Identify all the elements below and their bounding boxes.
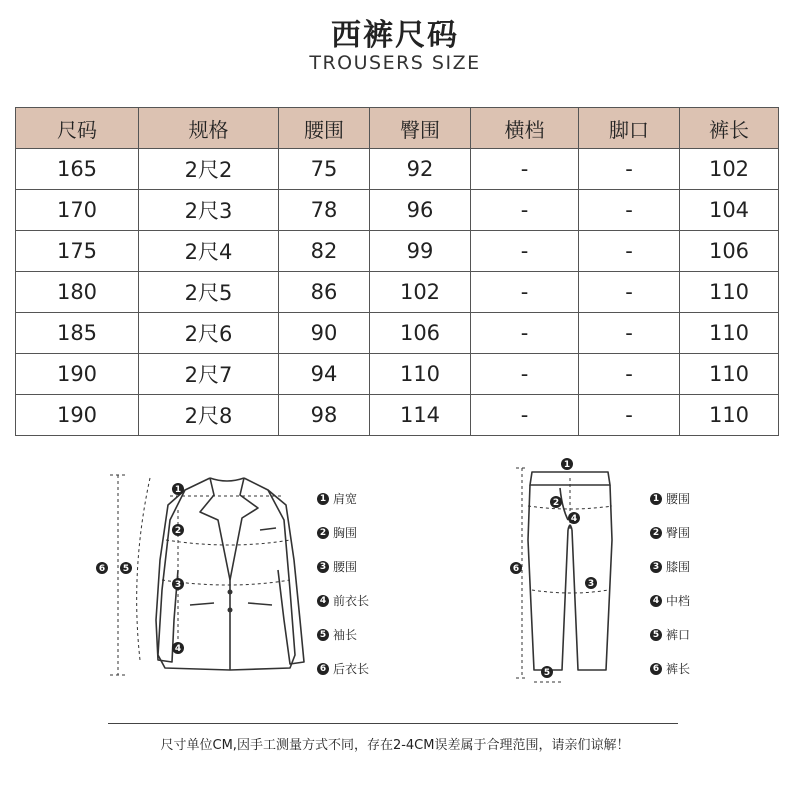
legend-label: 裤口 [666,628,691,642]
table-cell: - [579,354,680,395]
table-row [16,395,779,436]
table-cell: 110 [680,354,779,395]
table-cell: 106 [370,313,471,354]
table-cell: 92 [370,149,471,190]
legend-label: 胸围 [333,526,358,540]
svg-text:4: 4 [570,514,578,524]
table-cell: 2尺6 [139,313,279,354]
marker-number: 1 [650,493,662,505]
svg-text:3: 3 [587,579,595,589]
svg-text:6: 6 [512,564,520,574]
table-cell: - [471,354,579,395]
table-cell: 86 [279,272,370,313]
svg-text:1: 1 [563,460,571,470]
table-cell: - [471,149,579,190]
marker-number: 3 [317,561,329,573]
table-cell: 2尺5 [139,272,279,313]
table-cell: 110 [680,395,779,436]
trousers-illustration [500,450,650,700]
marker-number: 2 [317,527,329,539]
svg-text:5: 5 [543,668,551,678]
table-cell: - [579,231,680,272]
table-cell: - [579,190,680,231]
table-cell: 175 [16,231,139,272]
table-cell: 110 [680,272,779,313]
table-cell: 106 [680,231,779,272]
table-cell: 110 [680,313,779,354]
legend-label: 前衣长 [333,594,370,608]
table-row [16,149,779,190]
legend-label: 中档 [666,594,691,608]
table-cell: 102 [680,149,779,190]
table-cell: 190 [16,395,139,436]
svg-text:6: 6 [98,564,106,574]
table-cell: 2尺2 [139,149,279,190]
table-row [16,190,779,231]
trousers-legend-item [650,660,690,677]
table-row [16,231,779,272]
legend-label: 腰围 [666,492,691,506]
table-cell: - [579,395,680,436]
table-row [16,354,779,395]
table-cell: 98 [279,395,370,436]
marker-number: 4 [650,595,662,607]
legend-label: 膝围 [666,560,691,574]
svg-text:4: 4 [174,644,182,654]
trousers-legend-item [650,592,690,609]
table-cell: - [471,231,579,272]
trousers-legend-item [650,490,690,507]
svg-text:3: 3 [174,580,182,590]
marker-number: 5 [650,629,662,641]
table-cell: 102 [370,272,471,313]
table-cell: - [471,395,579,436]
header-length: 裤长 [680,108,779,149]
table-cell: - [471,313,579,354]
marker-number: 3 [650,561,662,573]
jacket-legend-item [317,558,357,575]
table-cell: - [579,313,680,354]
legend-label: 袖长 [333,628,358,642]
table-cell: 165 [16,149,139,190]
table-header-row [16,108,779,149]
header-hem: 脚口 [579,108,680,149]
marker-number: 6 [650,663,662,675]
table-cell: 180 [16,272,139,313]
size-table [15,107,779,436]
table-cell: 82 [279,231,370,272]
table-row [16,272,779,313]
table-cell: 94 [279,354,370,395]
svg-text:2: 2 [174,526,182,536]
legend-label: 裤长 [666,662,691,676]
jacket-legend-item [317,490,357,507]
svg-text:5: 5 [122,564,130,574]
table-cell: 2尺8 [139,395,279,436]
header-hip: 臀围 [370,108,471,149]
divider [108,723,678,724]
marker-number: 6 [317,663,329,675]
table-cell: 104 [680,190,779,231]
table-cell: 78 [279,190,370,231]
header-spec: 规格 [139,108,279,149]
jacket-legend-item [317,592,369,609]
jacket-legend-item [317,626,357,643]
marker-number: 2 [650,527,662,539]
measurement-note: 尺寸单位CM,因手工测量方式不同，存在2-4CM误差属于合理范围，请亲们谅解！ [160,738,630,753]
table-cell: 2尺3 [139,190,279,231]
marker-number: 5 [317,629,329,641]
table-row [16,313,779,354]
jacket-legend-item [317,524,357,541]
svg-text:2: 2 [552,498,560,508]
jacket-illustration [90,450,420,700]
svg-text:1: 1 [174,485,182,495]
table-cell: - [579,149,680,190]
legend-label: 腰围 [333,560,358,574]
table-cell: 75 [279,149,370,190]
table-cell: - [471,190,579,231]
table-cell: - [471,272,579,313]
header-waist: 腰围 [279,108,370,149]
table-cell: 110 [370,354,471,395]
legend-label: 肩宽 [333,492,358,506]
legend-label: 后衣长 [333,662,370,676]
marker-number: 4 [317,595,329,607]
table-cell: 190 [16,354,139,395]
trousers-legend-item [650,524,690,541]
table-cell: - [579,272,680,313]
table-cell: 185 [16,313,139,354]
trousers-legend-item [650,626,690,643]
diagram-area [0,450,790,700]
marker-number: 1 [317,493,329,505]
table-cell: 2尺7 [139,354,279,395]
table-cell: 170 [16,190,139,231]
legend-label: 臀围 [666,526,691,540]
page-subtitle: TROUSERS SIZE [309,52,481,74]
table-cell: 99 [370,231,471,272]
trousers-legend-item [650,558,690,575]
table-cell: 114 [370,395,471,436]
jacket-legend-item [317,660,369,677]
table-cell: 90 [279,313,370,354]
table-cell: 2尺4 [139,231,279,272]
header-crotch: 横档 [471,108,579,149]
table-cell: 96 [370,190,471,231]
page-title: 西裤尺码 [331,18,459,53]
header-size: 尺码 [16,108,139,149]
